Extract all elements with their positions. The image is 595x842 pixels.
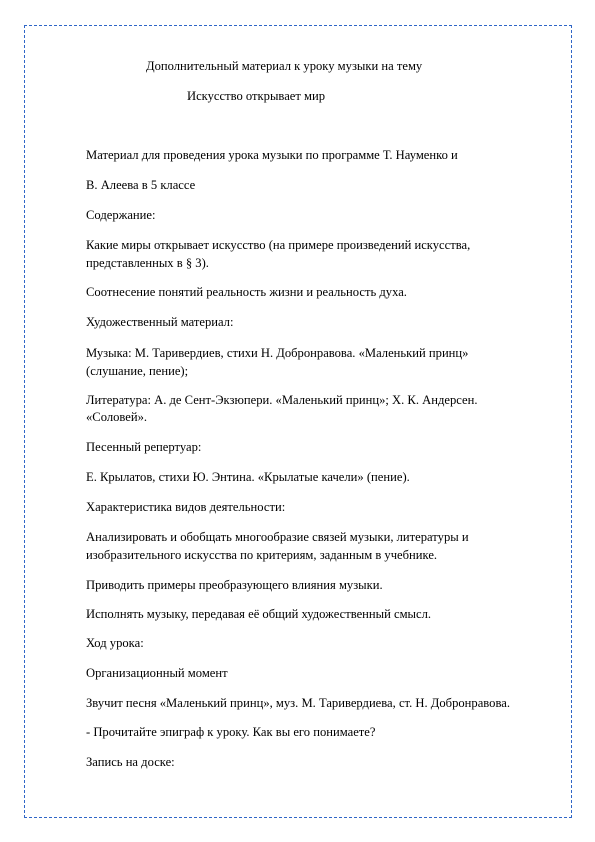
text-line: Художественный материал: (86, 315, 234, 329)
text-line: Песенный репертуар: (86, 440, 202, 454)
text-line: (слушание, пение); (86, 364, 189, 378)
text-line: Материал для проведения урока музыки по программе Т. Науменко и (86, 148, 458, 162)
text-line: Приводить примеры преобразующего влияния музыки. (86, 578, 383, 592)
text-line: Запись на доске: (86, 755, 175, 769)
text-line: Ход урока: (86, 636, 144, 650)
text-line: изобразительного искусства по критериям, заданным в учебнике. (86, 548, 438, 562)
text-line: Характеристика видов деятельности: (86, 500, 286, 514)
text-line: Литература: А. де Сент-Экзюпери. «Маленький принц»; Х. К. Андерсен. (86, 393, 478, 407)
text-line: Соотнесение понятий реальность жизни и реальность духа. (86, 285, 407, 299)
text-line: Организационный момент (86, 666, 228, 680)
text-line: Е. Крылатов, стихи Ю. Энтина. «Крылатые качели» (пение). (86, 470, 410, 484)
text-line: В. Алеева в 5 классе (86, 178, 196, 192)
text-line: Содержание: (86, 208, 156, 222)
text-line: представленных в § 3). (86, 256, 209, 270)
text-line: - Прочитайте эпиграф к уроку. Как вы его понимаете? (86, 725, 376, 739)
text-line: Музыка: М. Таривердиев, стихи Н. Добронравова. «Маленький принц» (86, 346, 469, 360)
text-line: Исполнять музыку, передавая её общий художественный смысл. (86, 607, 432, 621)
header-line-2: Искусство открывает мир (187, 89, 326, 103)
header-line-1: Дополнительный материал к уроку музыки на тему (146, 59, 423, 73)
text-line: Какие миры открывает искусство (на примере произведений искусства, (86, 238, 471, 252)
text-line: «Соловей». (86, 410, 148, 424)
text-line: Анализировать и обобщать многообразие связей музыки, литературы и (86, 530, 469, 544)
text-line: Звучит песня «Маленький принц», муз. М. Таривердиева, ст. Н. Добронравова. (86, 696, 510, 710)
